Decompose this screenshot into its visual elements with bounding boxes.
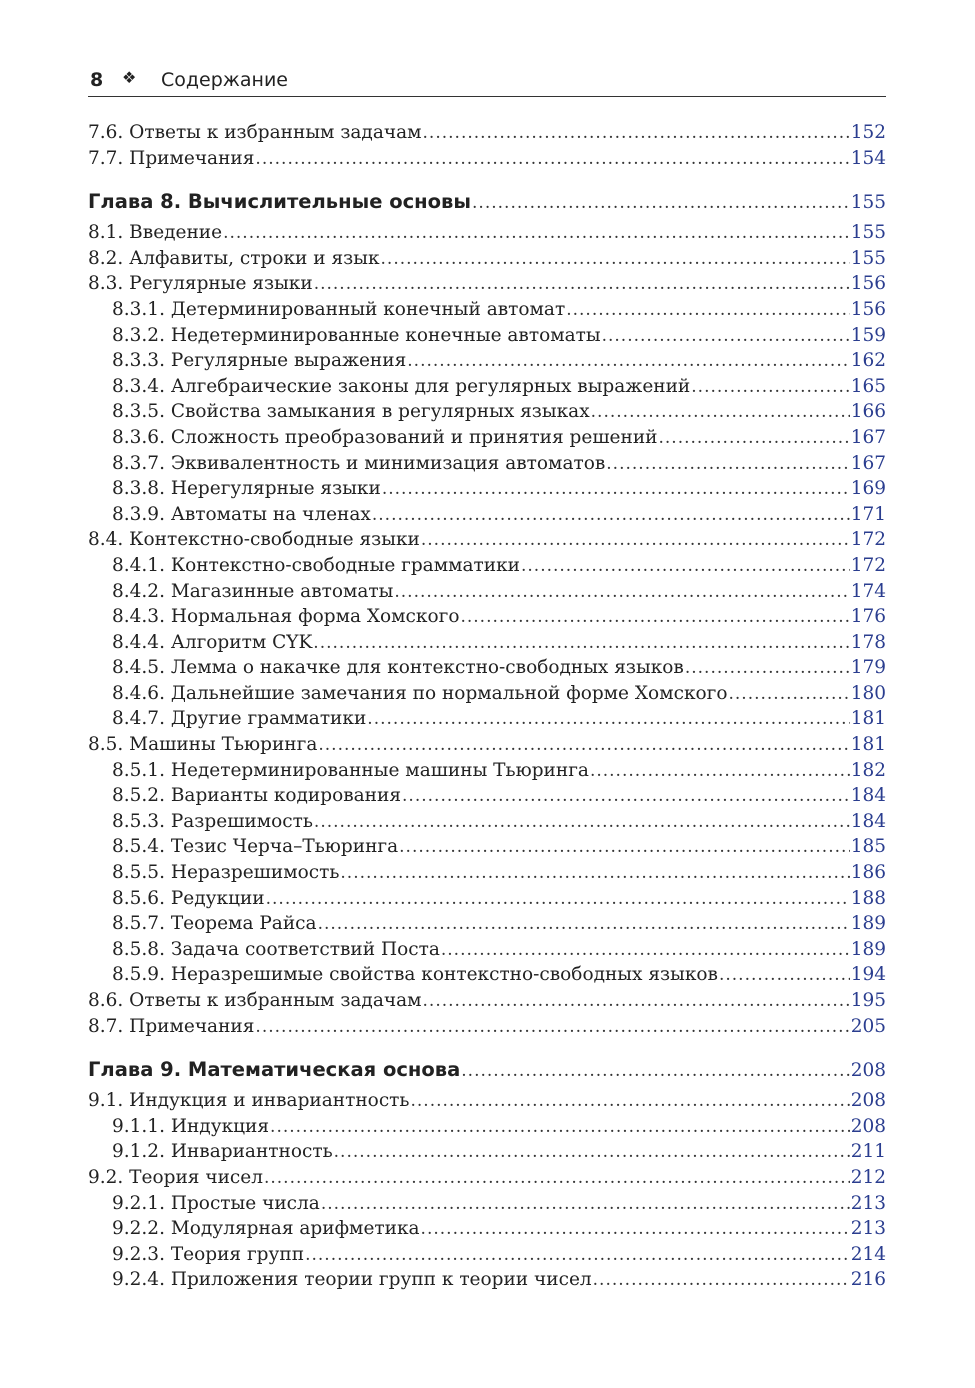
toc-chapter-entry[interactable] — [88, 1058, 886, 1090]
toc-entry-title: 8.4.6. Дальнейшие замечания по нормальной форме Хомского — [112, 682, 728, 704]
dot-leader — [691, 377, 849, 397]
toc-entry-title: Глава 8. Вычислительные основы — [88, 190, 472, 214]
toc-page-number[interactable]: 184 — [850, 785, 886, 807]
toc-entry-title: 8.4.7. Другие грамматики — [112, 708, 367, 730]
dot-leader — [728, 684, 849, 704]
toc-section-entry[interactable] — [88, 148, 886, 174]
toc-page-number[interactable]: 211 — [850, 1141, 886, 1163]
toc-entry-title: 8.5.1. Недетерминированные машины Тьюринга — [112, 759, 589, 781]
toc-page-number[interactable]: 172 — [850, 554, 886, 576]
toc-subsection-entry[interactable] — [88, 1269, 886, 1295]
toc-page-number[interactable]: 189 — [850, 938, 886, 960]
dot-leader — [314, 812, 850, 832]
toc-subsection-entry[interactable] — [88, 785, 886, 811]
toc-page-number[interactable]: 159 — [850, 324, 886, 346]
toc-subsection-entry[interactable] — [88, 1244, 886, 1270]
toc-entry-title: 8.3.4. Алгебраические законы для регулярных выражений — [112, 375, 691, 397]
toc-page-number[interactable]: 185 — [850, 836, 886, 858]
toc-section-entry[interactable] — [88, 222, 886, 248]
dot-leader — [423, 991, 850, 1011]
toc-subsection-entry[interactable] — [88, 939, 886, 965]
toc-subsection-entry[interactable] — [88, 836, 886, 862]
toc-page-number[interactable]: 174 — [850, 580, 886, 602]
toc-page-number[interactable]: 155 — [850, 222, 886, 244]
toc-entry-title: Глава 9. Математическая основа — [88, 1058, 461, 1082]
toc-subsection-entry[interactable] — [88, 888, 886, 914]
dot-leader — [460, 607, 849, 627]
toc-subsection-entry[interactable] — [88, 683, 886, 709]
dot-leader — [394, 582, 849, 602]
toc-page-number[interactable]: 156 — [850, 298, 886, 320]
dot-leader — [421, 1219, 850, 1239]
toc-entry-title: 8.5.7. Теорема Райса — [112, 913, 317, 935]
dot-leader — [402, 786, 850, 806]
toc-page-number[interactable]: 188 — [850, 887, 886, 909]
toc-subsection-entry[interactable] — [88, 811, 886, 837]
toc-subsection-entry[interactable] — [88, 1116, 886, 1142]
dot-leader — [372, 505, 850, 525]
toc-subsection-entry[interactable] — [88, 606, 886, 632]
toc-subsection-entry[interactable] — [88, 760, 886, 786]
toc-entry-title: 8.2. Алфавиты, строки и язык — [88, 247, 380, 269]
toc-subsection-entry[interactable] — [88, 427, 886, 453]
chapter-gap — [88, 1041, 886, 1058]
toc-entry-title: 7.7. Примечания — [88, 147, 255, 169]
dot-leader — [410, 1091, 849, 1111]
toc-entry-title: 9.2.1. Простые числа — [112, 1192, 320, 1214]
toc-page-number[interactable]: 182 — [850, 759, 886, 781]
toc-page-number[interactable]: 194 — [850, 964, 886, 986]
toc-section-entry[interactable] — [88, 1016, 886, 1042]
toc-page-number[interactable]: 216 — [850, 1269, 886, 1291]
toc-entry-title: 8.7. Примечания — [88, 1015, 255, 1037]
toc-page-number[interactable]: 179 — [850, 657, 886, 679]
dot-leader — [591, 402, 850, 422]
dot-leader — [270, 1117, 850, 1137]
toc-page-number[interactable]: 212 — [850, 1166, 886, 1188]
toc-entry-title: 8.3.9. Автоматы на членах — [112, 503, 371, 525]
toc-section-entry[interactable] — [88, 122, 886, 148]
dot-leader — [321, 1194, 850, 1214]
toc-subsection-entry[interactable] — [88, 657, 886, 683]
toc-subsection-entry[interactable] — [88, 376, 886, 402]
toc-entry-title: 8.5.8. Задача соответствий Поста — [112, 938, 440, 960]
toc-entry-title: 8.3.8. Нерегулярные языки — [112, 478, 381, 500]
toc-subsection-entry[interactable] — [88, 555, 886, 581]
ornament-icon: ❖ — [122, 68, 137, 87]
toc-page-number[interactable]: 155 — [850, 192, 886, 214]
toc-page-number[interactable]: 162 — [850, 350, 886, 372]
toc-entry-title: 8.4.3. Нормальная форма Хомского — [112, 606, 460, 628]
toc-subsection-entry[interactable] — [88, 913, 886, 939]
dot-leader — [421, 530, 850, 550]
chapter-gap — [88, 173, 886, 190]
running-header — [88, 66, 886, 97]
toc-page-number[interactable]: 166 — [850, 401, 886, 423]
dot-leader — [593, 1270, 850, 1290]
toc-page-number[interactable]: 176 — [850, 606, 886, 628]
toc-page-number[interactable]: 208 — [850, 1090, 886, 1112]
toc-entry-title: 9.1. Индукция и инвариантность — [88, 1090, 410, 1112]
dot-leader — [255, 1017, 849, 1037]
toc-page-number[interactable]: 165 — [850, 375, 886, 397]
toc-entry-title: 8.5.3. Разрешимость — [112, 810, 313, 832]
dot-leader — [264, 1168, 850, 1188]
toc-subsection-entry[interactable] — [88, 862, 886, 888]
toc-subsection-entry[interactable] — [88, 1141, 886, 1167]
toc-subsection-entry[interactable] — [88, 1193, 886, 1219]
toc-page-number[interactable]: 208 — [850, 1060, 886, 1082]
toc-page-number[interactable]: 186 — [850, 862, 886, 884]
toc-entry-title: 8.5.4. Тезис Черча–Тьюринга — [112, 836, 399, 858]
toc-chapter-entry[interactable] — [88, 190, 886, 222]
dot-leader — [334, 1142, 850, 1162]
toc-subsection-entry[interactable] — [88, 964, 886, 990]
toc-entry-title: 8.6. Ответы к избранным задачам — [88, 990, 422, 1011]
toc-entry-title: 8.3.3. Регулярные выражения — [112, 350, 407, 372]
toc-subsection-entry[interactable] — [88, 1218, 886, 1244]
toc-entry-title: 8.5. Машины Тьюринга — [88, 734, 318, 756]
toc-subsection-entry[interactable] — [88, 350, 886, 376]
toc-entry-title: 8.1. Введение — [88, 222, 223, 244]
dot-leader — [659, 428, 850, 448]
toc-entry-title: 8.4.5. Лемма о накачке для контекстно-свободных языков — [112, 657, 684, 679]
toc-page-number[interactable]: 171 — [850, 503, 886, 525]
toc-entry-title: 8.5.2. Варианты кодирования — [112, 785, 402, 807]
dot-leader — [318, 914, 850, 934]
toc-entry-title: 8.4.2. Магазинные автоматы — [112, 580, 394, 602]
toc-subsection-entry[interactable] — [88, 401, 886, 427]
toc-entry-title: 9.1.2. Инвариантность — [112, 1141, 333, 1163]
dot-leader — [719, 965, 850, 985]
toc-page-number[interactable]: 189 — [850, 913, 886, 935]
toc-entry-title: 8.4.4. Алгоритм CYK — [112, 631, 313, 653]
toc-page-number[interactable]: 152 — [850, 122, 886, 143]
dot-leader — [314, 274, 850, 294]
toc-entry-title: 8.3.6. Сложность преобразований и принятия решений — [112, 426, 658, 448]
toc-entry-title: 8.3.5. Свойства замыкания в регулярных языках — [112, 401, 590, 423]
dot-leader — [266, 889, 850, 909]
toc-entry-title: 8.3.7. Эквивалентность и минимизация автоматов — [112, 452, 606, 474]
running-title: Содержание — [161, 69, 288, 91]
toc-page-number[interactable]: 167 — [850, 426, 886, 448]
toc-entry-title: 8.4.1. Контекстно-свободные грамматики — [112, 554, 520, 576]
toc-subsection-entry[interactable] — [88, 478, 886, 504]
dot-leader — [382, 479, 850, 499]
dot-leader — [606, 454, 849, 474]
toc-page-number[interactable]: 208 — [850, 1115, 886, 1137]
toc-entry-title: 9.2.3. Теория групп — [112, 1243, 305, 1265]
toc-page-number[interactable]: 180 — [850, 682, 886, 704]
toc-page-number[interactable]: 205 — [850, 1015, 886, 1037]
dot-leader — [367, 709, 849, 729]
toc-entry-title: 7.6. Ответы к избранным задачам — [88, 122, 422, 143]
dot-leader — [381, 249, 850, 269]
toc-section-entry[interactable] — [88, 1090, 886, 1116]
toc-entry-title: 9.2.4. Приложения теории групп к теории чисел — [112, 1269, 592, 1291]
toc-subsection-entry[interactable] — [88, 708, 886, 734]
toc-page-number[interactable]: 213 — [850, 1218, 886, 1240]
dot-leader — [685, 658, 850, 678]
toc-entry-title: 9.2. Теория чисел — [88, 1166, 263, 1188]
dot-leader — [255, 149, 849, 169]
dot-leader — [590, 761, 850, 781]
toc-page-number[interactable]: 195 — [850, 990, 886, 1011]
toc-page-number[interactable]: 156 — [850, 273, 886, 295]
toc-page-number[interactable]: 169 — [850, 478, 886, 500]
toc-subsection-entry[interactable] — [88, 299, 886, 325]
dot-leader — [472, 193, 850, 213]
toc-entry-title: 8.5.6. Редукции — [112, 887, 265, 909]
dot-leader — [223, 223, 850, 243]
toc-page-number[interactable]: 181 — [850, 708, 886, 730]
toc-page-number[interactable]: 167 — [850, 452, 886, 474]
toc-page-number[interactable]: 172 — [850, 529, 886, 551]
toc-page-number[interactable]: 155 — [850, 247, 886, 269]
toc-page-number[interactable]: 178 — [850, 631, 886, 653]
toc-entry-title: 8.4. Контекстно-свободные языки — [88, 529, 420, 551]
dot-leader — [318, 735, 849, 755]
toc-entry-title: 8.3.1. Детерминированный конечный автомат — [112, 298, 566, 320]
dot-leader — [399, 837, 850, 857]
dot-leader — [566, 300, 849, 320]
toc-section-entry[interactable] — [88, 529, 886, 555]
toc-page-number[interactable]: 213 — [850, 1192, 886, 1214]
dot-leader — [423, 123, 850, 143]
dot-leader — [340, 863, 849, 883]
toc-entry-title: 9.1.1. Индукция — [112, 1115, 270, 1137]
dot-leader — [602, 326, 850, 346]
dot-leader — [461, 1061, 849, 1081]
toc-section-entry[interactable] — [88, 273, 886, 299]
toc-subsection-entry[interactable] — [88, 632, 886, 658]
toc-entry-title: 9.2.2. Модулярная арифметика — [112, 1218, 420, 1240]
toc-entry-title: 8.3. Регулярные языки — [88, 273, 313, 295]
toc-subsection-entry[interactable] — [88, 325, 886, 351]
dot-leader — [305, 1245, 850, 1265]
toc-section-entry[interactable] — [88, 734, 886, 760]
toc-page-number[interactable]: 184 — [850, 810, 886, 832]
toc-subsection-entry[interactable] — [88, 581, 886, 607]
toc-section-entry[interactable] — [88, 248, 886, 274]
toc-section-entry[interactable] — [88, 990, 886, 1016]
toc-subsection-entry[interactable] — [88, 453, 886, 479]
toc-subsection-entry[interactable] — [88, 504, 886, 530]
toc-section-entry[interactable] — [88, 1167, 886, 1193]
dot-leader — [441, 940, 850, 960]
dot-leader — [407, 351, 849, 371]
toc-page-number[interactable]: 214 — [850, 1243, 886, 1265]
dot-leader — [313, 633, 849, 653]
table-of-contents — [88, 122, 886, 1295]
page-number: 8 — [90, 69, 104, 91]
toc-page-number[interactable]: 154 — [850, 147, 886, 169]
toc-page-number[interactable]: 181 — [850, 734, 886, 756]
toc-entry-title: 8.5.5. Неразрешимость — [112, 862, 340, 884]
toc-entry-title: 8.3.2. Недетерминированные конечные автоматы — [112, 324, 601, 346]
toc-entry-title: 8.5.9. Неразрешимые свойства контекстно-свободных языков — [112, 964, 718, 986]
dot-leader — [521, 556, 850, 576]
